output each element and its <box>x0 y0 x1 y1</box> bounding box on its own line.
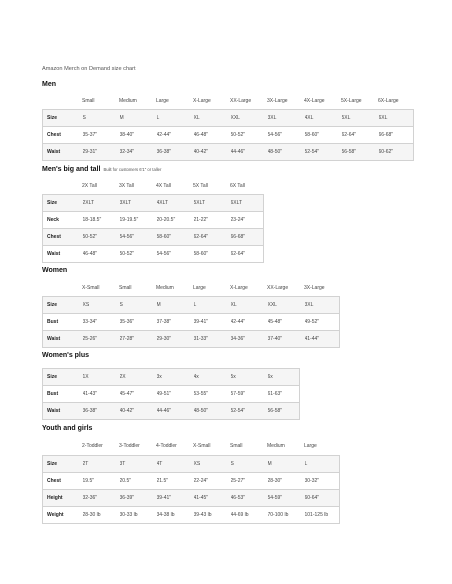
table-cell: 49-52" <box>305 314 340 331</box>
table-row <box>43 331 340 348</box>
table-row <box>43 386 300 403</box>
table-cell: 41-44" <box>305 331 340 348</box>
row-label: Waist <box>43 403 83 420</box>
table-cell: 50-52" <box>120 246 157 263</box>
table-cell: XXL <box>231 110 268 127</box>
table-cell: 18-18.5" <box>83 212 120 229</box>
table-cell: 62-64" <box>342 127 379 144</box>
column-header: X-Large <box>230 285 248 291</box>
table-cell: 25-26" <box>83 331 120 348</box>
table-cell: M <box>268 456 305 473</box>
column-header: 3X-Large <box>267 98 288 104</box>
table-cell: 52-54" <box>305 144 342 161</box>
table-cell: 35-36" <box>120 314 157 331</box>
table-cell: 66-68" <box>379 127 414 144</box>
table-cell: 4XL <box>305 110 342 127</box>
table-cell: 6x <box>268 369 300 386</box>
table-cell: 57-59" <box>231 386 268 403</box>
column-header: Large <box>304 443 317 449</box>
table-cell: 32-36" <box>83 490 120 507</box>
table-cell: 34-36" <box>231 331 268 348</box>
table-cell: 31-33" <box>194 331 231 348</box>
table-cell: 58-60" <box>305 127 342 144</box>
table-row <box>43 297 340 314</box>
section-note: Built for customers 6'1" or taller <box>103 167 162 172</box>
table-cell: 4T <box>157 456 194 473</box>
table-cell: 5x <box>231 369 268 386</box>
row-label: Waist <box>43 144 83 161</box>
table-cell: S <box>120 297 157 314</box>
table-cell: 25-27" <box>231 473 268 490</box>
table-cell: 37-38" <box>157 314 194 331</box>
table-cell: 34-38 lb <box>157 507 194 524</box>
table-cell: 44-69 lb <box>231 507 268 524</box>
table-cell: 39-43 lb <box>194 507 231 524</box>
table-cell: XS <box>83 297 120 314</box>
table-cell: 36-38" <box>157 144 194 161</box>
section-title-youth: Youth and girls <box>42 425 93 432</box>
column-header: 2X Tall <box>82 183 97 189</box>
table-row <box>43 212 264 229</box>
column-header: Large <box>193 285 206 291</box>
section-title-women: Women <box>42 267 68 274</box>
section-title-text: Men's big and tall <box>42 166 101 173</box>
column-header: 6X Tall <box>230 183 245 189</box>
column-header: 6X-Large <box>378 98 399 104</box>
table-cell: 2T <box>83 456 120 473</box>
table-cell: 42-44" <box>231 314 268 331</box>
row-label: Waist <box>43 246 83 263</box>
row-label: Height <box>43 490 83 507</box>
table-cell: S <box>231 456 268 473</box>
table-cell: M <box>157 297 194 314</box>
table-row <box>43 246 264 263</box>
table-row <box>43 456 340 473</box>
table-cell: 22-24" <box>194 473 231 490</box>
table-row <box>43 403 300 420</box>
column-header: XX-Large <box>230 98 252 104</box>
table-cell: 4x <box>194 369 231 386</box>
table-cell: 19.5" <box>83 473 120 490</box>
section-title-men: Men <box>42 81 56 88</box>
table-cell: 2X <box>120 369 157 386</box>
table-row <box>43 314 340 331</box>
table-cell: 36-39" <box>120 490 157 507</box>
table-cell: M <box>120 110 157 127</box>
table-cell: 54-59" <box>268 490 305 507</box>
table-cell: 44-46" <box>157 403 194 420</box>
table-cell: 30-33 lb <box>120 507 157 524</box>
size-table-women-plus <box>42 368 300 420</box>
table-cell: 46-53" <box>231 490 268 507</box>
table-cell: 41-45" <box>194 490 231 507</box>
table-cell: 54-56" <box>157 246 194 263</box>
table-cell: L <box>194 297 231 314</box>
column-header: 4-Toddler <box>156 443 177 449</box>
column-header: 2-Toddler <box>82 443 103 449</box>
table-cell: XS <box>194 456 231 473</box>
table-cell: 37-40" <box>268 331 305 348</box>
table-cell: XL <box>231 297 268 314</box>
column-header: X-Small <box>193 443 211 449</box>
table-cell: 29-30" <box>157 331 194 348</box>
table-cell: 101-125 lb <box>305 507 340 524</box>
table-cell: 42-44" <box>157 127 194 144</box>
table-cell: 21.5" <box>157 473 194 490</box>
table-cell: 66-68" <box>231 229 264 246</box>
row-label: Size <box>43 456 83 473</box>
table-cell: 40-42" <box>194 144 231 161</box>
table-row <box>43 229 264 246</box>
table-cell: 46-48" <box>83 246 120 263</box>
row-label: Size <box>43 369 83 386</box>
row-label: Waist <box>43 331 83 348</box>
row-label: Bust <box>43 314 83 331</box>
table-cell: 23-24" <box>231 212 264 229</box>
table-cell: 3XL <box>305 297 340 314</box>
column-header: 5X Tall <box>193 183 208 189</box>
table-cell: 30-32" <box>305 473 340 490</box>
row-label: Chest <box>43 229 83 246</box>
table-cell: S <box>83 110 120 127</box>
column-header: 4X-Large <box>304 98 325 104</box>
row-label: Size <box>43 110 83 127</box>
page-title: Amazon Merch on Demand size chart <box>42 66 136 72</box>
row-label: Chest <box>43 473 83 490</box>
column-header: Medium <box>267 443 285 449</box>
column-header: X-Large <box>193 98 211 104</box>
table-cell: 33-34" <box>83 314 120 331</box>
table-cell: 27-28" <box>120 331 157 348</box>
table-cell: XXL <box>268 297 305 314</box>
table-cell: 40-42" <box>120 403 157 420</box>
table-row <box>43 144 414 161</box>
table-cell: 44-46" <box>231 144 268 161</box>
table-cell: 6XLT <box>231 195 264 212</box>
table-cell: 5XLT <box>194 195 231 212</box>
table-cell: 60-62" <box>379 144 414 161</box>
column-header: 3-Toddler <box>119 443 140 449</box>
table-cell: 56-58" <box>268 403 300 420</box>
table-cell: L <box>157 110 194 127</box>
table-cell: 50-52" <box>231 127 268 144</box>
table-cell: 50-52" <box>83 229 120 246</box>
table-cell: 41-43" <box>83 386 120 403</box>
column-header: Small <box>82 98 95 104</box>
table-cell: 60-64" <box>305 490 340 507</box>
row-label: Size <box>43 195 83 212</box>
section-title-big-tall <box>42 166 161 173</box>
table-cell: 58-60" <box>194 246 231 263</box>
table-cell: 46-48" <box>194 127 231 144</box>
size-table-big-tall <box>42 194 264 263</box>
column-header: XX-Large <box>267 285 289 291</box>
table-row <box>43 507 340 524</box>
table-cell: 58-60" <box>157 229 194 246</box>
column-header: 5X-Large <box>341 98 362 104</box>
table-cell: 28-30 lb <box>83 507 120 524</box>
table-cell: 48-50" <box>268 144 305 161</box>
table-row <box>43 369 300 386</box>
table-cell: 3XL <box>268 110 305 127</box>
table-cell: 3x <box>157 369 194 386</box>
table-cell: 53-55" <box>194 386 231 403</box>
table-cell: 54-56" <box>268 127 305 144</box>
table-cell: 21-22" <box>194 212 231 229</box>
column-header: 3X Tall <box>119 183 134 189</box>
size-table-men <box>42 109 414 161</box>
table-cell: 62-64" <box>194 229 231 246</box>
table-cell: 2XLT <box>83 195 120 212</box>
table-cell: 3XLT <box>120 195 157 212</box>
table-cell: 1X <box>83 369 120 386</box>
table-cell: 39-41" <box>194 314 231 331</box>
column-header: Large <box>156 98 169 104</box>
table-row <box>43 127 414 144</box>
table-cell: 70-100 lb <box>268 507 305 524</box>
table-cell: 48-50" <box>194 403 231 420</box>
table-cell: 6XL <box>379 110 414 127</box>
size-table-youth <box>42 455 340 524</box>
row-label: Weight <box>43 507 83 524</box>
column-header: X-Small <box>82 285 100 291</box>
table-cell: 28-30" <box>268 473 305 490</box>
table-cell: 20.5" <box>120 473 157 490</box>
table-cell: 35-37" <box>83 127 120 144</box>
table-cell: 49-51" <box>157 386 194 403</box>
table-row <box>43 490 340 507</box>
table-cell: 29-31" <box>83 144 120 161</box>
size-table-women <box>42 296 340 348</box>
section-title-women-plus: Women's plus <box>42 352 90 359</box>
table-cell: XL <box>194 110 231 127</box>
table-cell: 4XLT <box>157 195 194 212</box>
column-header: Small <box>230 443 243 449</box>
table-cell: 32-34" <box>120 144 157 161</box>
column-header: Small <box>119 285 132 291</box>
column-header: Medium <box>156 285 174 291</box>
table-cell: 56-58" <box>342 144 379 161</box>
column-header: 3X-Large <box>304 285 325 291</box>
table-cell: 20-20.5" <box>157 212 194 229</box>
table-cell: 52-54" <box>231 403 268 420</box>
table-cell: 45-48" <box>268 314 305 331</box>
table-cell: 36-38" <box>83 403 120 420</box>
table-cell: 38-40" <box>120 127 157 144</box>
table-cell: 19-19.5" <box>120 212 157 229</box>
row-label: Bust <box>43 386 83 403</box>
table-row <box>43 110 414 127</box>
table-cell: 3T <box>120 456 157 473</box>
row-label: Chest <box>43 127 83 144</box>
table-cell: 62-64" <box>231 246 264 263</box>
table-row <box>43 195 264 212</box>
table-cell: 61-63" <box>268 386 300 403</box>
table-cell: 54-56" <box>120 229 157 246</box>
table-row <box>43 473 340 490</box>
row-label: Neck <box>43 212 83 229</box>
table-cell: 39-41" <box>157 490 194 507</box>
table-cell: 45-47" <box>120 386 157 403</box>
row-label: Size <box>43 297 83 314</box>
column-header: 4X Tall <box>156 183 171 189</box>
table-cell: L <box>305 456 340 473</box>
table-cell: 5XL <box>342 110 379 127</box>
column-header: Medium <box>119 98 137 104</box>
